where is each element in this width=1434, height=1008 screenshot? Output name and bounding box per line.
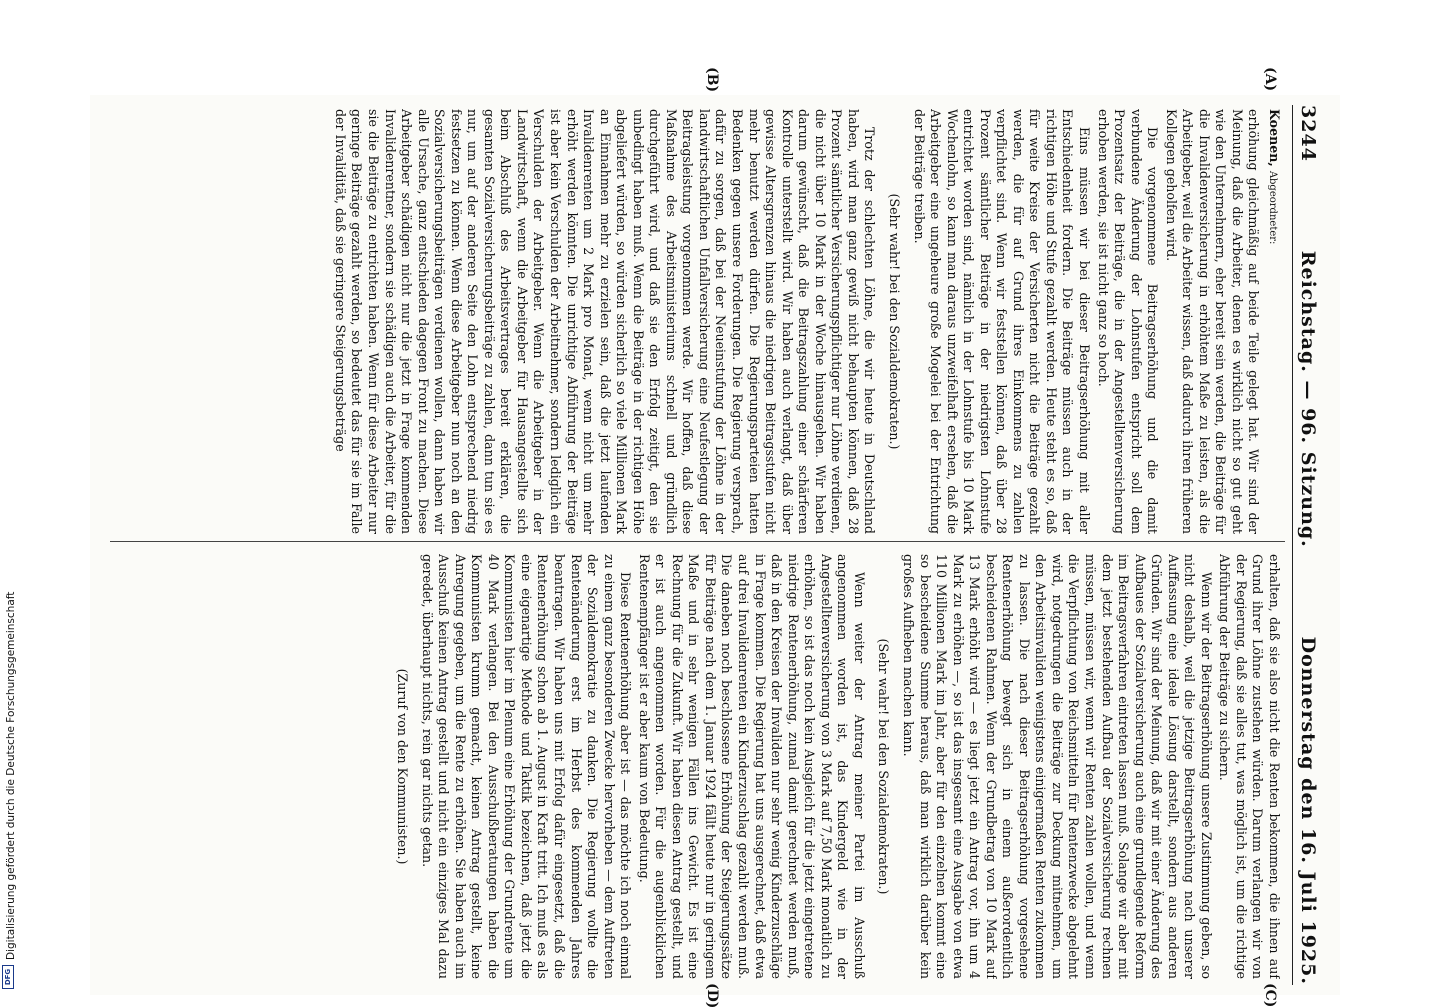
paragraph: Diese Rentenerhöhung aber ist — das möchte ich noch einmal zu einem ganz besonderen Zwecke hervorheben — dem Auftreten der Sozialdemokratie zu danken. Die Regierung wollte die Rentenänderung erst im Herbst des kommenden Jahres beantragen. Wir haben uns mit Erfolg dafür eingesetzt, daß die Rentenerhöhung schon ab 1. August in Kraft tritt. Ich muß es als eine eigenartige Methode und Taktik bezeichnen, daß jetzt die Kommunisten hier im Plenum eine Erhöhung der Grundrente um 40 Mark verlangen. Bei den Ausschußberatungen haben die Kommunisten krumm gemacht, keinen Antrag gestellt, keine Anregung gegeben, um die Rente zu erhöhen. Sie haben auch im Ausschuß keinen Antrag gestellt und nicht ein einziges Mal dazu geredet, überhaupt nichts, rein gar nichts getan.: [419, 554, 634, 979]
interjection: (Zuruf von den Kommunisten.): [395, 668, 411, 865]
paragraph: Eins müssen wir bei dieser Beitragserhöhung mit aller Entschiedenheit fordern. Die Beiträge müssen auch in der richtigen Höhe und Stufe gezahlt werden. Heute steht es so, daß für weite Kreise der Versicherten nicht die Beiträge gezahlt werden, die für auf Grund ihres Einkommens zu zahlen verpflichtet sind. Wenn wir feststellen können, daß über 28 Prozent sämtlicher Beiträge in der niedrigsten Lohnstufe entrichtet worden sind, nämlich in der Lohnstufe bis 10 Mark Wochenlohn, so kann man daraus unzweifelhaft ersehen, daß die Arbeitgeber eine ungeheure große Mogelei bei der Entrichtung der Beiträge treiben.: [911, 109, 1092, 534]
interjection: (Sehr wahr! bei den Sozialdemokraten.): [876, 638, 892, 895]
dfg-logo: [2, 965, 14, 989]
dfg-logo-text: DFG: [4, 968, 12, 986]
paragraph: Wenn wir der Beitragserhöhung unsere Zustimmung geben, so nicht deshalb, weil die jetzige Beitragserhöhung nach unserer Auffassung eine ideale Lösung darstellt, sondern aus anderen Gründen. Wir sind der Meinung, daß wir mit einer Änderung des Aufbaues der Sozialversicherung auch eine grundlegende Reform im Beitragsverfahren eintreten lassen muß. Solange wir aber mit dem jetzt bestehenden Aufbau der Sozialversicherung rechnen müssen, müssen wir, wenn wir Renten zahlen wollen, und wenn die Verpflichtung von Reichsmitteln für Rentenzwecke abgelehnt wird, notgedrungen die Beiträge zur Deckung mitnehmen, um den Arbeitsinvaliden wenigstens einigermaßen Renten zukommen zu lassen. Die nach dieser Beitragserhöhung vorgesehene Rentenerhöhung bewegt sich in einem außerordentlich bescheidenen Rahmen. Wenn der Grundbetrag von 10 Mark auf 13 Mark erhöht wird — es liegt jetzt ein Antrag vor, ihn um 4 Mark zu erhöhen —, so ist das insgesamt eine Ausgabe von etwa 110 Millionen Mark im Jahr, aber für den einzelnen kommt eine so bescheidene Summe heraus, daß man wirklich darüber kein großes Aufheben machen kann.: [900, 554, 1214, 979]
margin-mark-d: (D): [704, 983, 720, 1008]
paragraph: erhöhung gleichmäßig auf beide Teile gelegt hat. Wir sind der Meinung, daß die Arbeiter, denen es wirklich nicht so gut geht wie den Unternehmern, eher bereit sein werden, die Beiträge für die Invalidenversicherung in erhöhtem Maße zu leisten, als die Arbeitgeber, weil die Arbeiter wissen, daß dadurch ihren früheren Kollegen geholfen wird.: [1163, 109, 1262, 534]
interjection: (Sehr wahr! bei den Sozialdemokraten.): [886, 193, 902, 450]
speaker-name: Koenen,: [1267, 109, 1282, 167]
paragraph: erhalten, daß sie also nicht die Renten bekommen, die ihnen auf Grund ihrer Löhne zustehen würden. Darum verlangen wir von der Regierung, daß sie alles tut, was möglich ist, um die richtige Abführung der Beiträge zu sichern.: [1217, 554, 1282, 979]
paragraph: Trotz der schlechten Löhne, die wir heute in Deutschland haben, wird man ganz gewiß nicht behaupten können, daß 28 Prozent sämtlicher Versicherungspflichtiger nur Löhne verdienen, die nicht über 10 Mark in der Woche hinausgehen. Wir haben darum gewünscht, daß die Beitragszahlung einer schärferen Kontrolle unterstellt wird. Wir haben auch verlangt, daß über gewisse Altersgrenzen hinaus die niedrigen Beitragsstufen nicht mehr benutzt werden dürfen. Die Regierungsparteien hatten Bedenken gegen unsere Forderungen. Die Regierung versprach, dafür zu sorgen, daß bei der Neueinstufung der Löhne in der landwirtschaftlichen Unfallversicherung eine Neufestlegung der Beitragsleistung vorgenommen werde. Wir hoffen, daß diese Maßnahme des Arbeitsministeriums schnell und gründlich durchgeführt wird, und daß sie den Erfolg zeitigt, den sie unbedingt haben muß. Wenn die Beiträge in der richtigen Höhe abgeliefert würden, so würden sicherlich so viele Millionen Mark an Einnahmen mehr zu erzielen sein, daß die jetzt laufenden Invalidenrenten um 2 Mark pro Monat, wenn nicht um mehr erhöht werden könnten. Die unrichtige Abführung der Beiträge ist aber kein Verschulden der Arbeitnehmer, sondern lediglich ein Verschulden der Arbeitgeber. Wenn die Arbeitgeber in der Landwirtschaft, wenn die Arbeitgeber für Hausangestellte sich beim Abschluß des Arbeitsvertrages bereit erklären, die gesamten Sozialversicherungsbeiträge zu zahlen, dann tun sie es nur, um auf der anderen Seite den Lohn entsprechend niedrig festsetzen zu können. Wenn diese Arbeitgeber nun noch an den Sozialversicherungsbeiträgen verdienen wollen, dann haben wir alle Ursache, ganz entschieden dagegen Front zu machen. Diese Arbeitgeber schädigen nicht nur die jetzt in Frage kommenden Invalidenrentner, sondern sie schädigen auch die Arbeiter, für die sie die Beiträge zu entrichten haben. Wenn für diese Arbeiter nur geringe Beiträge gezahlt werden, so bedeutet das für sie im Falle der Invalidität, daß sie geringere Steigerungsbeträge: [332, 109, 878, 534]
paragraph: Die vorgenommene Beitragserhöhung und die damit verbundene Änderung der Lohnstufen entspricht soll dem Prozentsatz der Beiträge, die in der Angestelltenversicherung erhoben werden, sie ist nicht ganz so hoch.: [1095, 109, 1161, 534]
digitization-credit: Digitalisierung gefördert durch die Deutsche Forschungsgemeinschaft: [5, 591, 17, 960]
speaker-role: Abgeordneter:: [1267, 170, 1278, 245]
page-number: 3244: [1297, 105, 1319, 162]
speaker-line: [1263, 109, 1282, 534]
column-divider: [110, 541, 1285, 542]
scanned-page: [90, 67, 1340, 1008]
page-title: Reichstag. — 96. Sitzung.: [1297, 250, 1319, 548]
left-column: [110, 109, 1282, 534]
margin-mark-c: (C): [1262, 983, 1278, 1008]
margin-mark-b: (B): [704, 67, 720, 93]
paragraph: Wenn weiter der Antrag meiner Partei im Ausschuß angenommen worden ist, das Kindergeld wie in der Angestelltenversicherung von 3 Mark auf 7,50 Mark monatlich zu erhöhen, so ist das noch kein Ausgleich für die jetzt eingetretene niedrige Rentenerhöhung, zumal damit gerechnet werden muß, daß in den Kreisen der Invaliden nur sehr wenig Kinderzuschläge in Frage kommen. Die Regierung hat uns ausgerechnet, daß etwa auf drei Invalidenrenten ein Kinderzuschlag gezahlt werden muß. Die daneben noch beschlossene Erhöhung der Steigerungssätze für Beiträge nach dem 1. Januar 1924 fällt heute nur in geringem Maße und in sehr wenigen Fällen ins Gewicht. Es ist eine Rechnung für die Zukunft. Wir haben diesen Antrag gestellt, und er ist auch angenommen worden. Für die augenblicklichen Rentenempfänger ist er aber kaum von Bedeutung.: [636, 554, 867, 979]
page-header: [1292, 105, 1332, 985]
page-date: Donnerstag den 16. Juli 1925.: [1297, 636, 1319, 985]
right-column: [110, 554, 1282, 979]
margin-mark-a: (A): [1262, 67, 1278, 92]
